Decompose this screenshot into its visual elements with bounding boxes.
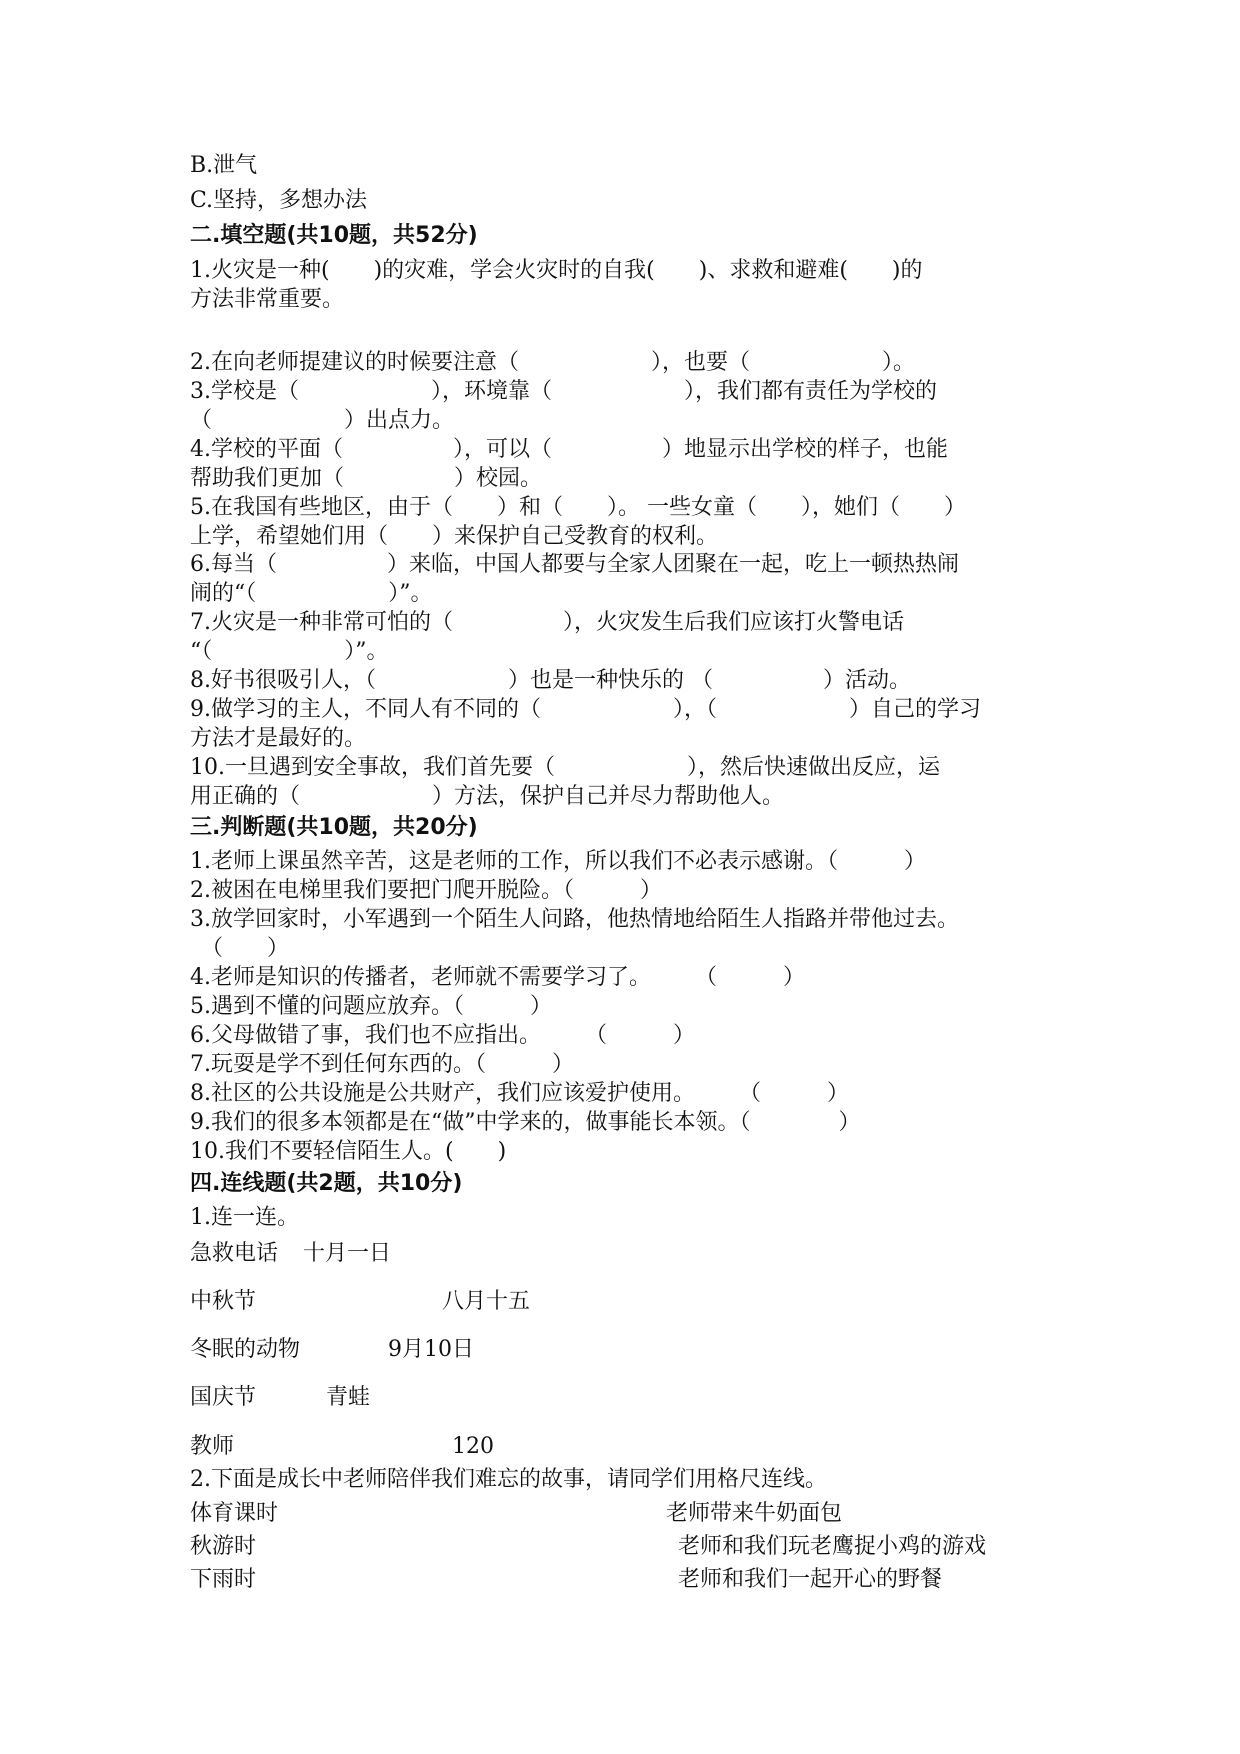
match-right-item: 十月一日 (303, 1241, 392, 1266)
judge-line: 7.玩耍是学不到任何东西的。（ ） (190, 1052, 574, 1077)
fill-line: 6.每当（ ）来临，中国人都要与全家人团聚在一起，吃上一顿热热闹 (190, 552, 959, 577)
option-c: C.坚持，多想办法 (190, 188, 368, 213)
fill-line: “（ ）”。 (190, 639, 389, 664)
section-3-heading: 三.判断题(共10题，共20分) (190, 815, 478, 840)
judge-line: 8.社区的公共设施是公共财产，我们应该爱护使用。 （ ） (190, 1081, 849, 1106)
match-left-item: 急救电话 (190, 1241, 279, 1266)
fill-line: 帮助我们更加（ ）校园。 (190, 466, 543, 491)
section-2-heading: 二.填空题(共10题，共52分) (190, 223, 478, 248)
match-right-item: 老师带来牛奶面包 (666, 1501, 843, 1526)
fill-line: 2.在向老师提建议的时候要注意（ ），也要（ ）。 (190, 350, 915, 375)
judge-line: 6.父母做错了事，我们也不应指出。 （ ） (190, 1023, 695, 1048)
match-question-2: 2.下面是成长中老师陪伴我们难忘的故事，请同学们用格尺连线。 (190, 1467, 827, 1492)
option-b: B.泄气 (190, 153, 258, 178)
match-left-item: 下雨时 (190, 1567, 257, 1592)
judge-line: 5.遇到不懂的问题应放弃。（ ） (190, 994, 552, 1019)
match-left-item: 体育课时 (190, 1501, 279, 1526)
fill-line: 方法才是最好的。 (190, 726, 367, 751)
fill-line: 10.一旦遇到安全事故，我们首先要（ ），然后快速做出反应，运 (190, 755, 940, 780)
judge-line: 4.老师是知识的传播者，老师就不需要学习了。 （ ） (190, 965, 805, 990)
match-left-item: 教师 (190, 1434, 235, 1459)
fill-line: 4.学校的平面（ ），可以（ ）地显示出学校的样子，也能 (190, 437, 948, 462)
judge-line: （ ） (190, 936, 290, 961)
fill-line: 7.火灾是一种非常可怕的（ ），火灾发生后我们应该打火警电话 (190, 610, 904, 635)
match-right-item: 八月十五 (442, 1289, 531, 1314)
fill-line: 9.做学习的主人，不同人有不同的（ ），（ ）自己的学习 (190, 697, 981, 722)
judge-line: 9.我们的很多本领都是在“做”中学来的，做事能长本领。（ ） (190, 1110, 861, 1135)
fill-line: （ ）出点力。 (190, 408, 455, 433)
match-left-item: 冬眠的动物 (190, 1337, 301, 1362)
section-4-heading: 四.连线题(共2题，共10分) (190, 1171, 463, 1196)
match-pair (190, 1566, 943, 1678)
fill-line: 上学，希望她们用（ ）来保护自己受教育的权利。 (190, 524, 719, 549)
fill-line: 用正确的（ ）方法，保护自己并尽力帮助他人。 (190, 784, 785, 809)
judge-line: 1.老师上课虽然辛苦，这是老师的工作，所以我们不必表示感谢。（ ） (190, 849, 926, 874)
match-left-item: 中秋节 (190, 1289, 257, 1314)
fill-line: 闹的“（ ）”。 (190, 581, 433, 606)
match-right-item: 老师和我们玩老鹰捉小鸡的游戏 (678, 1534, 987, 1559)
match-right-item: 9月10日 (388, 1337, 474, 1362)
judge-line: 2.被困在电梯里我们要把门爬开脱险。（ ） (190, 878, 662, 903)
match-right-item: 老师和我们一起开心的野餐 (678, 1567, 943, 1592)
fill-line: 5.在我国有些地区，由于（ ）和（ ）。 一些女童（ ），她们（ ） (190, 495, 966, 520)
match-right-item: 120 (452, 1434, 494, 1459)
fill-line: 方法非常重要。 (190, 287, 345, 312)
match-right-item: 青蛙 (326, 1385, 371, 1410)
match-left-item: 秋游时 (190, 1534, 257, 1559)
fill-line: 1.火灾是一种( )的灾难，学会火灾时的自我( )、求救和避难( )的 (190, 258, 923, 283)
fill-line: 8.好书很吸引人，（ ）也是一种快乐的 （ ）活动。 (190, 668, 911, 693)
fill-line: 3.学校是（ ），环境靠（ ），我们都有责任为学校的 (190, 379, 937, 404)
match-left-item: 国庆节 (190, 1385, 257, 1410)
judge-line: 10.我们不要轻信陌生人。( ) (190, 1139, 507, 1164)
judge-line: 3.放学回家时，小军遇到一个陌生人问路，他热情地给陌生人指路并带他过去。 (190, 907, 959, 932)
match-question-1: 1.连一连。 (190, 1205, 299, 1230)
